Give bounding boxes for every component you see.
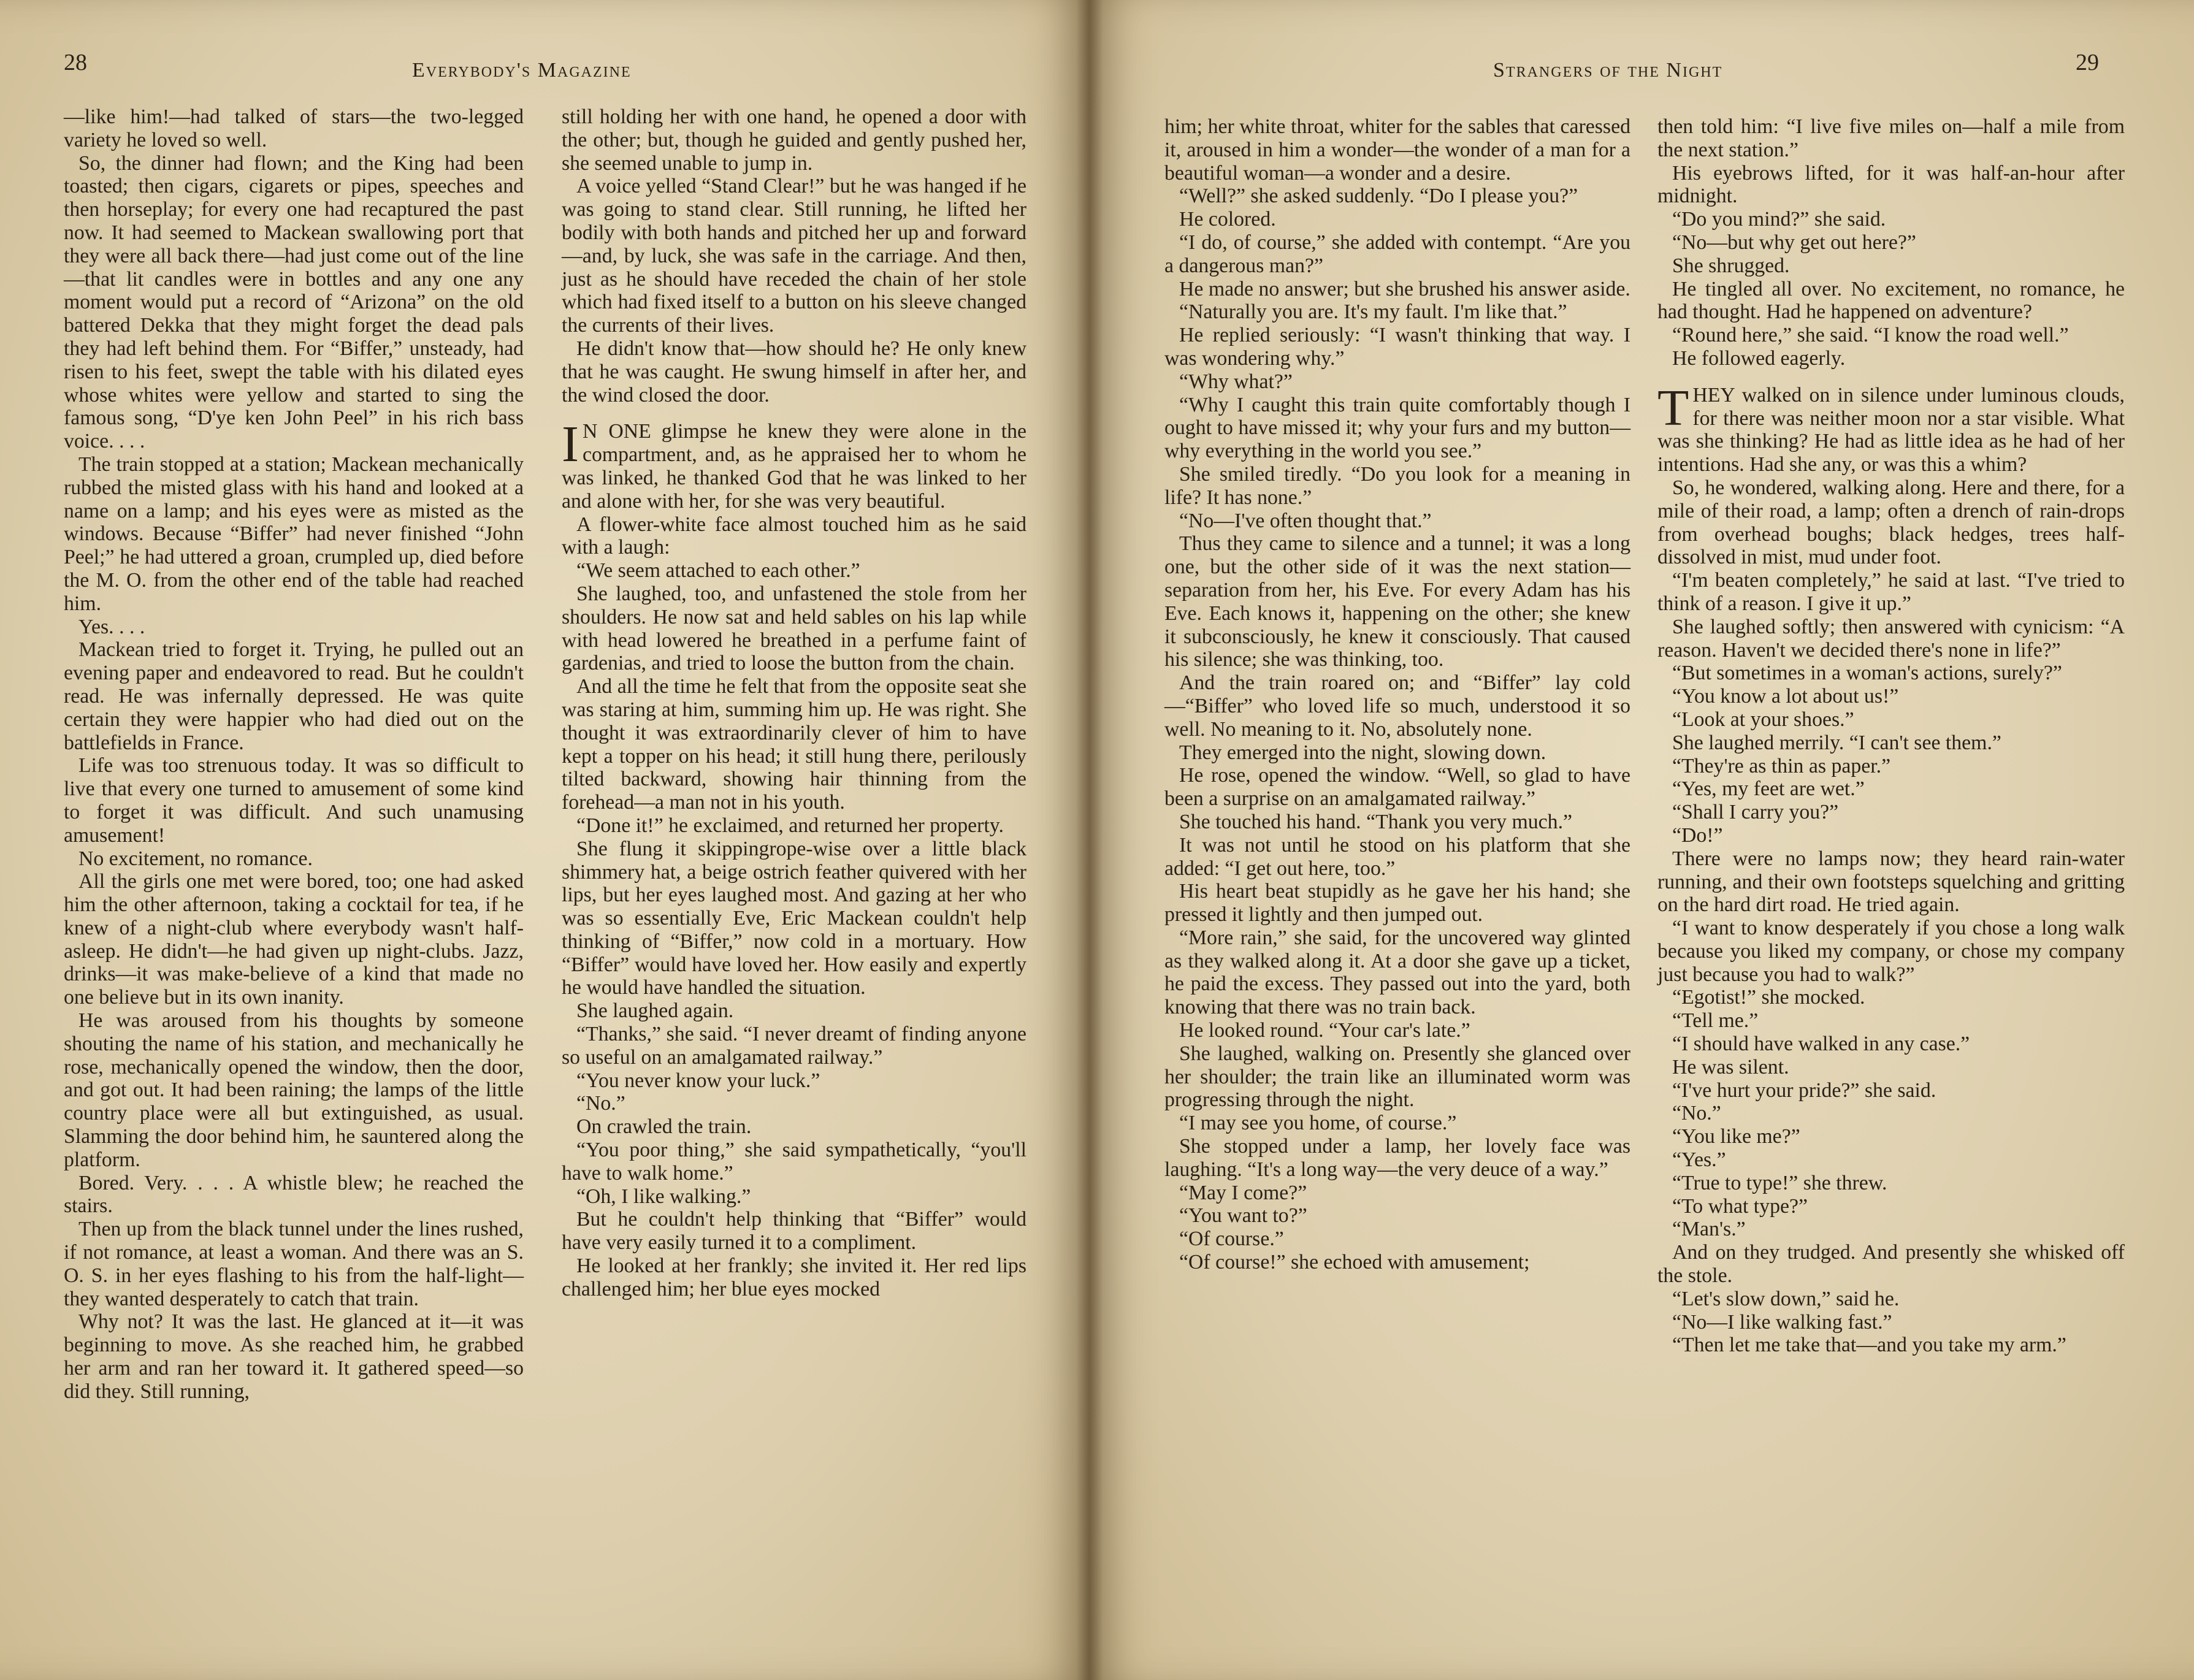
paragraph: “True to type!” she threw. xyxy=(1672,1171,1887,1194)
paragraph: A flower-white face almost touched him as he said with a laugh: xyxy=(562,513,1026,559)
paragraph: Yes. . . . xyxy=(78,615,145,638)
paragraph: He rose, opened the window. “Well, so glad to have been a surprise on an amalgamated railway.” xyxy=(1164,764,1630,811)
left-column-2 xyxy=(562,105,1026,1301)
right-column-1 xyxy=(1164,115,1630,1274)
paragraph-text: HEY walked on in silence under luminous clouds, for there was neither moon nor a star visible. What was she thinking? He had as little idea as he had of her intentions. Had she any, or was this a whim? xyxy=(1657,383,2125,476)
paragraph: He followed eagerly. xyxy=(1672,346,1846,370)
page-number: 28 xyxy=(64,50,87,75)
paragraph: “You know a lot about us!” xyxy=(1672,685,1899,708)
paragraph: His eyebrows lifted, for it was half-an-hour after midnight. xyxy=(1657,161,2125,208)
drop-cap: T xyxy=(1657,379,1689,437)
paragraph: “I want to know desperately if you chose a long walk because you liked my company, or chose my company just because you had to walk?” xyxy=(1657,917,2125,986)
paragraph: “But sometimes in a woman's actions, surely?” xyxy=(1672,662,2062,685)
paragraph: He colored. xyxy=(1179,208,1276,231)
paragraph xyxy=(562,416,1026,513)
paragraph: He didn't know that—how should he? He only knew that he was caught. He swung himself in after her, and the wind closed the door. xyxy=(562,337,1026,407)
paragraph: “Why I caught this train quite comfortably though I ought to have missed it; why your furs and my button—why everything in the world you see.” xyxy=(1164,393,1630,463)
paragraph: “Then let me take that—and you take my arm.” xyxy=(1672,1334,2066,1357)
paragraph: “You want to?” xyxy=(1179,1204,1307,1228)
paragraph: “Look at your shoes.” xyxy=(1672,708,1854,731)
paragraph: “Thanks,” she said. “I never dreamt of finding anyone so useful on an amalgamated railway.” xyxy=(562,1023,1026,1069)
paragraph: “Tell me.” xyxy=(1672,1009,1759,1033)
paragraph: “Well?” she asked suddenly. “Do I please you?” xyxy=(1179,185,1578,208)
paragraph: “No.” xyxy=(1672,1102,1721,1125)
paragraph: His heart beat stupidly as he gave her his hand; she pressed it lightly and then jumped out. xyxy=(1164,880,1630,926)
paragraph: A voice yelled “Stand Clear!” but he was hanged if he was going to stand clear. Still running, he lifted her bodily with both hands and pitched her up and forward—and, by luck, she was safe in the carriage. And then, just as he should have receded the chain of her stole which had fixed itself to a button on his sleeve changed the currents of their lives. xyxy=(562,175,1026,337)
left-column-1 xyxy=(64,105,524,1403)
paragraph: And all the time he felt that from the opposite seat she was staring at him, summing him up. He was right. She thought it was extraordinarily clever of him to have kept a topper on his head; it still hung there, perilously tilted backward, showing hair thinning from the forehead—a man not in his youth. xyxy=(562,675,1026,814)
paragraph: still holding her with one hand, he opened a door with the other; but, though he guided and gently pushed her, she seemed unable to jump in. xyxy=(562,105,1026,175)
paragraph: Thus they came to silence and a tunnel; it was a long one, but the other side of it was the next station—separation from her, his Eve. For every Adam has his Eve. Each knows it, happening on the other; she knew it subconsciously, he knew it consciously. That caused his silence; she was thinking, too. xyxy=(1164,532,1630,671)
paragraph: “Do!” xyxy=(1672,823,1723,847)
paragraph: She smiled tiredly. “Do you look for a meaning in life? It has none.” xyxy=(1164,462,1630,509)
paragraph xyxy=(1657,379,2125,476)
paragraph: They emerged into the night, slowing down. xyxy=(1179,741,1546,764)
paragraph: Bored. Very. . . . A whistle blew; he reached the stairs. xyxy=(64,1171,524,1218)
paragraph: Life was too strenuous today. It was so difficult to live that every one turned to amusement of some kind to forget it was difficult. And such unamusing amusement! xyxy=(64,754,524,847)
paragraph: “No—I've often thought that.” xyxy=(1179,509,1432,532)
paragraph: He was aroused from his thoughts by someone shouting the name of his station, and mechanically he rose, mechanically opened the window, then the door, and got out. It had been raining; the lamps of the little country place were all but extinguished, as usual. Slamming the door behind him, he sauntered along the platform. xyxy=(64,1009,524,1171)
paragraph: Why not? It was the last. He glanced at it—it was beginning to move. As she reached him, he grabbed her arm and ran her toward it. It gathered speed—so did they. Still running, xyxy=(64,1310,524,1403)
paragraph: “We seem attached to each other.” xyxy=(576,559,860,582)
paragraph: There were no lamps now; they heard rain-water running, and their own footsteps squelching and gritting on the hard dirt road. He tried again. xyxy=(1657,847,2125,917)
paragraph: So, the dinner had flown; and the King had been toasted; then cigars, cigarets or pipes, speeches and then horseplay; for every one had recaptured the past now. It had seemed to Mackean swallowing port that they were all back there—had just come out of the line—that lit candles were in bottles and any one any moment would put a record of “Arizona” on the old battered Dekka that they might forget the dead pals they had left behind them. For “Biffer,” unsteady, had risen to his feet, swept the table with his dilated eyes whose whites were yellow and started to sing the famous song, “D'ye ken John Peel” in his rich bass voice. . . . xyxy=(64,151,524,453)
paragraph: then told him: “I live five miles on—half a mile from the next station.” xyxy=(1657,115,2125,161)
paragraph: him; her white throat, whiter for the sables that caressed it, aroused in him a wonder—the wonder of a man for a beautiful woman—a wonder and a desire. xyxy=(1164,115,1630,185)
paragraph: He made no answer; but she brushed his answer aside. xyxy=(1179,277,1630,300)
paragraph: “I should have walked in any case.” xyxy=(1672,1033,1970,1056)
paragraph-text: ONE glimpse he knew they were alone in the compartment, and, as he appraised her to whom he was linked, he thanked God that he was linked to her and alone with her, for she was very beautiful. xyxy=(562,420,1026,513)
paragraph: She touched his hand. “Thank you very much.” xyxy=(1179,810,1573,833)
paragraph: Mackean tried to forget it. Trying, he pulled out an evening paper and endeavored to read. But he couldn't read. He was infernally depressed. He was quite certain they were happier who had died out on the battlefields in France. xyxy=(64,638,524,754)
drop-cap-word: N xyxy=(582,420,598,443)
running-head: Strangers of the Night xyxy=(1493,59,1723,82)
paragraph: She laughed merrily. “I can't see them.” xyxy=(1672,731,2001,754)
paragraph: “Of course.” xyxy=(1179,1228,1284,1251)
paragraph: He looked round. “Your car's late.” xyxy=(1179,1019,1470,1042)
paragraph: But he couldn't help thinking that “Biffer” would have very easily turned it to a compliment. xyxy=(562,1208,1026,1254)
paragraph: “I've hurt your pride?” she said. xyxy=(1672,1079,1936,1102)
paragraph: “No—I like walking fast.” xyxy=(1672,1310,1892,1334)
paragraph: “Why what?” xyxy=(1179,370,1293,393)
paragraph: “Of course!” she echoed with amusement; xyxy=(1179,1251,1530,1274)
paragraph: “No.” xyxy=(576,1092,625,1115)
paragraph: “Egotist!” she mocked. xyxy=(1672,986,1865,1009)
paragraph: “Round here,” she said. “I know the road well.” xyxy=(1672,324,2069,347)
paragraph: —like him!—had talked of stars—the two-legged variety he loved so well. xyxy=(64,105,524,151)
paragraph: “Shall I carry you?” xyxy=(1672,801,1839,824)
paragraph: And on they trudged. And presently she whisked off the stole. xyxy=(1657,1241,2125,1288)
running-head: Everybody's Magazine xyxy=(412,59,632,82)
paragraph: It was not until he stood on his platform that she added: “I get out here, too.” xyxy=(1164,833,1630,880)
paragraph: No excitement, no romance. xyxy=(78,847,313,870)
paragraph: Then up from the black tunnel under the lines rushed, if not romance, at least a woman. And there was an S. O. S. in her eyes flashing to his from the half-light—they wanted desperately to catch that train. xyxy=(64,1218,524,1310)
paragraph: “You never know your luck.” xyxy=(576,1069,820,1092)
right-page xyxy=(1088,0,2194,1680)
paragraph: He was silent. xyxy=(1672,1055,1789,1079)
paragraph: “I'm beaten completely,” he said at last. “I've tried to think of a reason. I give it up.” xyxy=(1657,569,2125,615)
paragraph: “Do you mind?” she said. xyxy=(1672,208,1886,231)
paragraph: She laughed again. xyxy=(576,999,734,1023)
paragraph: “To what type?” xyxy=(1672,1194,1808,1218)
paragraph: “You like me?” xyxy=(1672,1125,1800,1148)
paragraph: She shrugged. xyxy=(1672,254,1790,277)
paragraph: “You poor thing,” she said sympathetically, “you'll have to walk home.” xyxy=(562,1139,1026,1185)
drop-cap: I xyxy=(562,416,579,473)
right-column-2 xyxy=(1657,115,2125,1357)
paragraph: “Man's.” xyxy=(1672,1218,1746,1241)
paragraph: The train stopped at a station; Mackean mechanically rubbed the misted glass with his hand and looked at a name on a lamp; and his eyes were as misted as the windows. Because “Biffer” had never finished “John Peel;” he had uttered a groan, crumpled up, died before the M. O. from the other end of the table had reached him. xyxy=(64,452,524,615)
paragraph: “Oh, I like walking.” xyxy=(576,1185,751,1208)
paragraph: “Yes.” xyxy=(1672,1148,1726,1172)
paragraph: “May I come?” xyxy=(1179,1181,1307,1204)
page-number: 29 xyxy=(2076,50,2099,75)
paragraph: “More rain,” she said, for the uncovered way glinted as they walked along it. At a door she gave up a ticket, he paid the excess. They passed out into the yard, both knowing that there was no train back. xyxy=(1164,926,1630,1019)
paragraph: He replied seriously: “I wasn't thinking that way. I was wondering why.” xyxy=(1164,324,1630,370)
left-page xyxy=(0,0,1088,1680)
paragraph: “Let's slow down,” said he. xyxy=(1672,1287,1900,1310)
paragraph: “Naturally you are. It's my fault. I'm like that.” xyxy=(1179,300,1567,324)
paragraph: She stopped under a lamp, her lovely face was laughing. “It's a long way—the very deuce of a way.” xyxy=(1164,1135,1630,1181)
paragraph: “I may see you home, of course.” xyxy=(1179,1112,1457,1135)
paragraph: He tingled all over. No excitement, no romance, he had thought. Had he happened on adventure? xyxy=(1657,277,2125,324)
paragraph: She flung it skippingrope-wise over a little black shimmery hat, a beige ostrich feather quivered with her lips, but her eyes laughed most. And gazing at her who was so essentially Eve, Eric Mackean couldn't help thinking of “Biffer,” now cold in a mortuary. How “Biffer” would have loved her. How easily and expertly he would have handled the situation. xyxy=(562,837,1026,999)
paragraph: All the girls one met were bored, too; one had asked him the other afternoon, taking a cocktail for tea, if he knew of a night-club where everybody wasn't half-asleep. He didn't—he had given up night-clubs. Jazz, drinks—it was make-believe of a kind that made no one believe but in its own inanity. xyxy=(64,870,524,1009)
paragraph: “They're as thin as paper.” xyxy=(1672,754,1891,777)
paragraph: “I do, of course,” she added with contempt. “Are you a dangerous man?” xyxy=(1164,231,1630,277)
paragraph: And the train roared on; and “Biffer” lay cold—“Biffer” who loved life so much, understood it so well. No meaning to it. No, absolutely none. xyxy=(1164,671,1630,741)
book-gutter xyxy=(1076,0,1103,1680)
paragraph: He looked at her frankly; she invited it. Her red lips challenged him; her blue eyes mocked xyxy=(562,1254,1026,1300)
paragraph: On crawled the train. xyxy=(576,1115,752,1139)
paragraph: She laughed, too, and unfastened the stole from her shoulders. He now sat and held sables on his lap while with head lowered he breathed in a perfume faint of gardenias, and tried to loose the button from the chain. xyxy=(562,582,1026,675)
paragraph: She laughed, walking on. Presently she glanced over her shoulder; the train like an illuminated worm was progressing through the night. xyxy=(1164,1042,1630,1112)
paragraph: “Done it!” he exclaimed, and returned her property. xyxy=(576,814,1004,837)
paragraph: “No—but why get out here?” xyxy=(1672,231,1916,254)
paragraph: “Yes, my feet are wet.” xyxy=(1672,777,1865,801)
paragraph: She laughed softly; then answered with cynicism: “A reason. Haven't we decided there's none in life?” xyxy=(1657,615,2125,662)
paragraph: So, he wondered, walking along. Here and there, for a mile of their road, a lamp; often a drench of rain-drops from overhead boughs; black hedges, trees half-dissolved in mist, mud under foot. xyxy=(1657,476,2125,569)
